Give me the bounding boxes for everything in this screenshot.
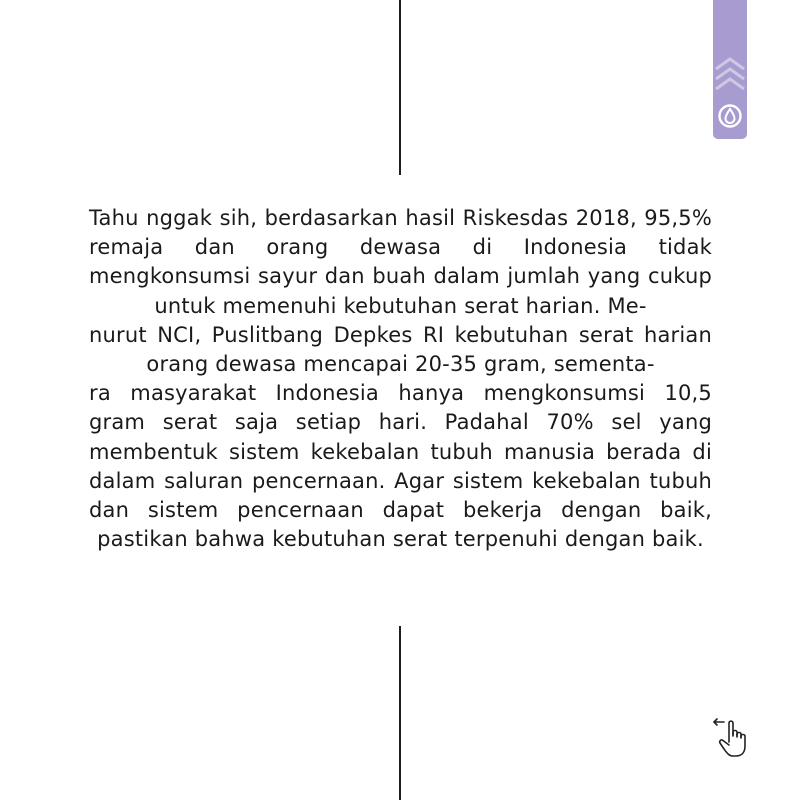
chevron-pattern-icon (713, 55, 747, 97)
bottom-divider-line (399, 626, 401, 800)
drop-logo-icon (717, 103, 743, 129)
article-paragraph: Tahu nggak sih, berdasarkan hasil Riskesdas 2018, 95,5% remaja dan orang dewasa di Indonesia tidak mengkonsumsi sayur dan buah dalam jumlah yang cukup untuk memenuhi kebutuhan serat harian. Me- nurut NCI, Puslitbang Depkes RI kebutuhan serat harian orang dewasa mencapai 20-35 gram, sementa- ra masyarakat Indonesia hanya mengkonsumsi 10,5 gram serat saja setiap hari. Padahal 70% sel yang membentuk sistem kekebalan tubuh manusia berada di dalam saluran pencernaan. Agar sistem kekebalan tubuh dan sistem pencernaan dapat bekerja dengan baik, pastikan bahwa kebutuhan serat terpenuhi dengan baik. (89, 206, 712, 552)
swipe-left-hand-icon[interactable] (712, 716, 754, 760)
top-divider-line (399, 0, 401, 175)
brand-tab (713, 0, 747, 139)
